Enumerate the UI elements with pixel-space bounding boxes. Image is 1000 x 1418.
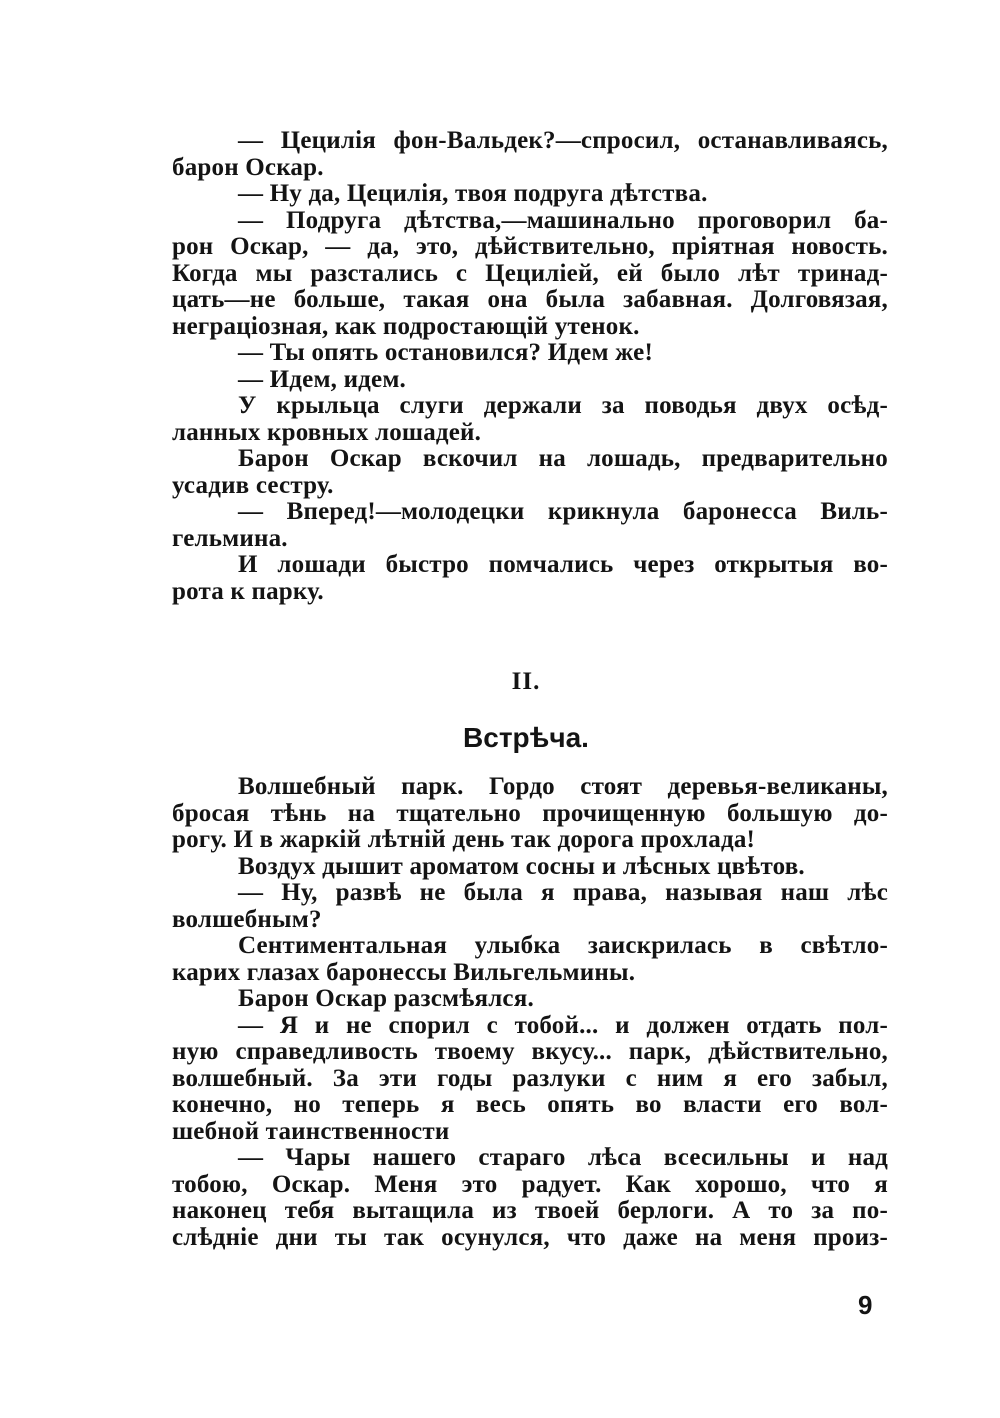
text-line: — Цецилія фон-Вальдек?—спросил, останавливаясь,	[238, 127, 888, 154]
text-line: слѣдніе дни ты так осунулся, что даже на меня произ-	[172, 1223, 888, 1251]
text-line: усадив сестру.	[172, 471, 334, 499]
text-line: карих глазах баронессы Вильгельмины.	[172, 958, 636, 986]
text-line: — Подруга дѣтства,—машинально проговорил ба-	[238, 206, 888, 234]
text-line: — Ну да, Цецилія, твоя подруга дѣтства.	[238, 180, 708, 207]
text-line: Барон Оскар разсмѣялся.	[238, 985, 534, 1012]
text-line: рогу. И в жаркій лѣтній день так дорога прохлада!	[172, 826, 756, 853]
text-line: ную справедливость твоему вкусу... парк, дѣйствительно,	[172, 1038, 888, 1065]
text-line: неграціозная, как подростающій утенок.	[172, 312, 640, 340]
text-block-opening	[172, 128, 888, 605]
text-line: рота к парку.	[172, 577, 324, 605]
chapter-title: Встрѣча.	[463, 722, 589, 753]
text-line: Волшебный парк. Гордо стоят деревья-великаны,	[238, 773, 888, 800]
text-line: конечно, но теперь я весь опять во власти его вол-	[172, 1091, 888, 1118]
page-number: 9	[858, 1290, 873, 1320]
text-line: гельмина.	[172, 524, 288, 552]
text-line: Барон Оскар вскочил на лошадь, предварительно	[238, 445, 888, 472]
text-line: Сентиментальная улыбка заискрилась в свѣтло-	[238, 932, 888, 959]
text-line: — Ты опять остановился? Идем же!	[238, 339, 653, 366]
text-line: — Ну, развѣ не была я права, называя наш лѣс	[238, 879, 888, 906]
text-line: барон Оскар.	[172, 153, 324, 181]
text-line: — Я и не спорил с тобой... и должен отдать пол-	[238, 1011, 888, 1039]
text-line: цать—не больше, такая она была забавная. Долговязая,	[172, 286, 888, 313]
chapter-numeral: II.	[511, 668, 541, 695]
text-line: бросая тѣнь на тщательно прочищенную большую до-	[172, 799, 888, 827]
text-line: И лошади быстро помчались через открытыя во-	[238, 551, 888, 578]
text-line: Когда мы разстались с Цецилiей, ей было лѣт тринад-	[172, 259, 888, 287]
text-line: наконец тебя вытащила из твоей берлоги. А то за по-	[172, 1197, 888, 1224]
text-line: — Вперед!—молодецки крикнула баронесса Виль-	[238, 498, 888, 525]
text-line: — Идем, идем.	[238, 365, 406, 393]
text-line: волшебным?	[172, 905, 322, 933]
text-line: У крыльца слуги держали за поводья двух осѣд-	[238, 392, 888, 419]
text-line: шебной таинственности	[172, 1117, 450, 1145]
text-line: тобою, Оскар. Меня это радует. Как хорошо, что я	[172, 1170, 888, 1198]
text-line: волшебный. За эти годы разлуки с ним я его забыл,	[172, 1064, 888, 1092]
text-line: рон Оскар, — да, это, дѣйствительно, пріятная новость.	[172, 233, 888, 260]
text-block-meeting	[172, 774, 888, 1251]
text-line: ланных кровных лошадей.	[172, 418, 482, 446]
text-line: Воздух дышит ароматом сосны и лѣсных цвѣтов.	[238, 852, 805, 880]
text-line: — Чары нашего стараго лѣса всесильны и над	[238, 1144, 888, 1171]
